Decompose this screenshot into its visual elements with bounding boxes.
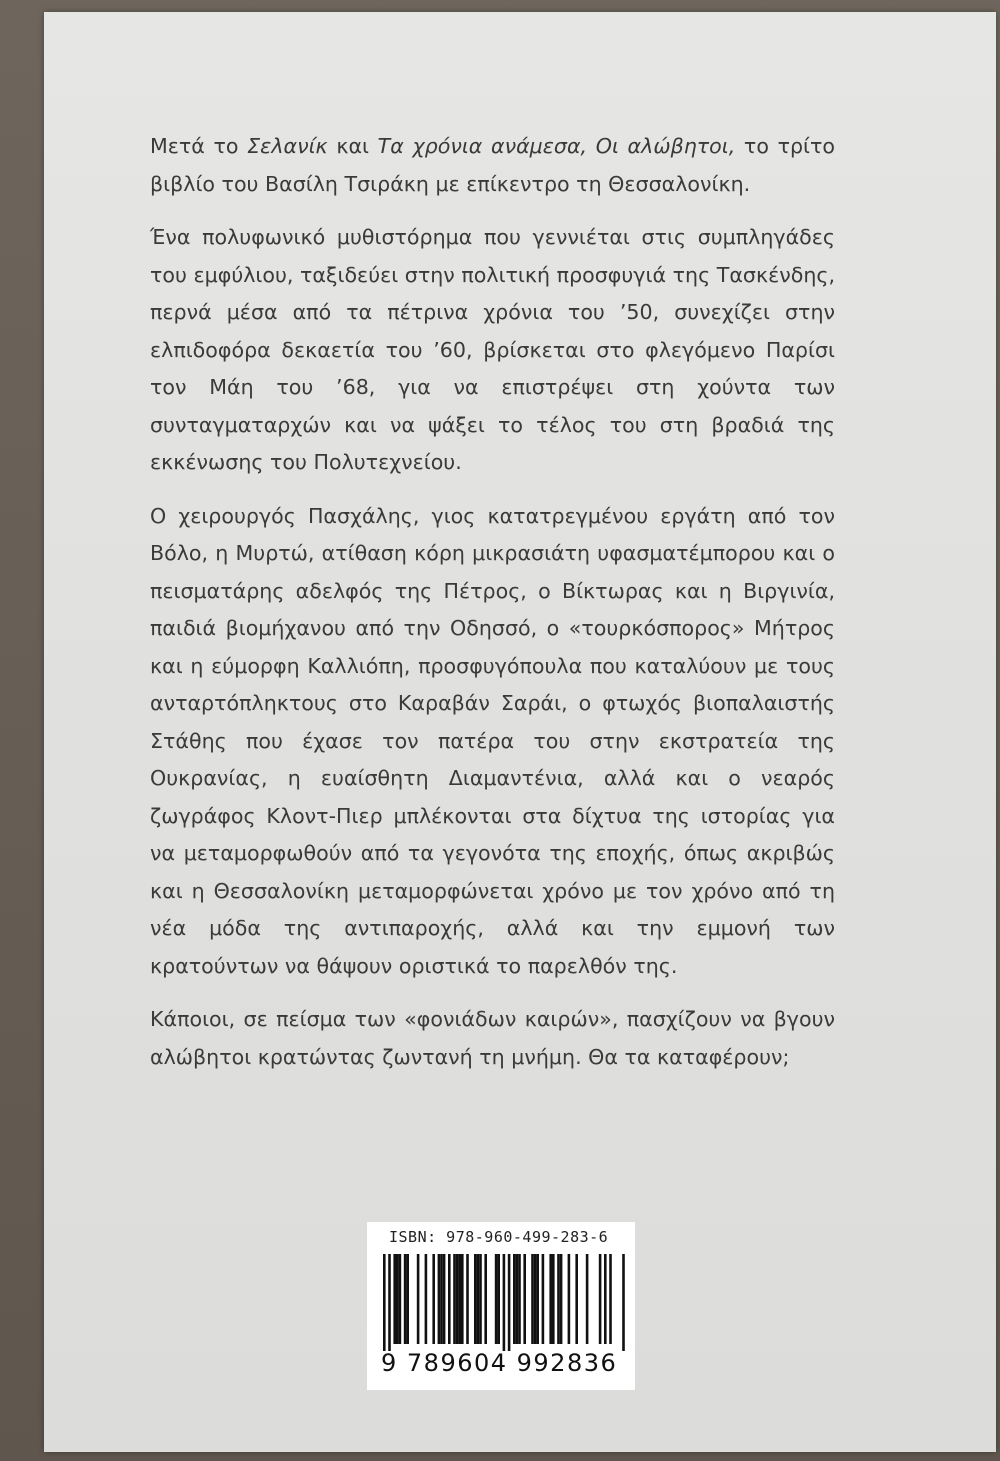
barcode-bar [516,1254,519,1344]
barcode-bar [393,1254,396,1344]
barcode-bar [513,1254,516,1344]
barcode-bar [549,1254,552,1344]
barcode-bar [484,1254,487,1344]
blurb-italic-title: Σελανίκ [247,134,328,158]
blurb-text-run: Ένα πολυφωνικό μυθιστόρημα που γεννιέται στις συμπληγάδες του εμφύλιου, ταξιδεύει στην πολιτική προσφυγιά της Τασκένδης, περνά μέσα από τα πέτρινα χρόνια του ’50, συνεχίζει στην ελπιδοφόρα δεκαετία του ’60, βρίσκεται στο φλεγόμενο Παρίσι τον Μάη του ’68, για να επιστρέψει στη χούντα των συνταγματαρχών και να ψάξει το τέλος του στη βραδιά της εκκένωσης του Πολυτεχνείου. [150,225,835,474]
barcode-bar [568,1254,571,1344]
barcode-bar [477,1254,480,1344]
barcode-bar [448,1254,451,1344]
blurb-paragraph [150,219,835,482]
barcode-bar [552,1254,555,1344]
barcode-bar [474,1254,477,1344]
barcode-bar [388,1254,391,1351]
barcode-bar [497,1254,500,1344]
barcode-bar [461,1254,464,1344]
barcode-digits: 9 789604 992836 [381,1349,618,1377]
barcode-bar [536,1254,539,1344]
barcode-bar [557,1254,560,1344]
blurb-paragraph [150,128,835,203]
barcode-bar [523,1254,526,1344]
blurb-paragraph [150,1001,835,1076]
barcode-bar [456,1254,459,1344]
barcode-bar [599,1254,602,1344]
barcode-bar [396,1254,399,1344]
barcode-bar [425,1254,428,1344]
barcode-bar [417,1254,420,1344]
barcode-bar [503,1254,506,1351]
barcode-bar [440,1254,443,1344]
blurb-italic-title: Τα χρόνια ανάμεσα, Οι αλώβητοι, [377,134,736,158]
barcode-bar [518,1254,521,1344]
barcode-bar [575,1254,578,1344]
barcode-bar [495,1254,498,1344]
barcode-bar [508,1254,511,1351]
barcode-bar [432,1254,435,1344]
barcode-label [367,1222,635,1390]
barcode-bar [586,1254,589,1344]
barcode-bar [609,1254,612,1344]
blurb-paragraph [150,498,835,986]
blurb-text-run: Μετά το [150,134,248,158]
blurb-text [150,128,835,1092]
barcode-bar [466,1254,469,1344]
barcode-bar [542,1254,545,1344]
isbn-text: ISBN: 978-960-499-283-6 [389,1228,609,1246]
barcode-bar [438,1254,441,1344]
barcode-bar [604,1254,607,1344]
barcode-bar [406,1254,409,1344]
barcode-bar [399,1254,402,1344]
barcode-bar [534,1254,537,1344]
blurb-text-run: Ο χειρουργός Πασχάλης, γιος κατατρεγμένου εργάτη από τον Βόλο, η Μυρτώ, ατίθαση κόρη μικρασιάτη υφασματέμπορου και ο πεισματάρης αδελφός της Πέτρος, ο Βίκτωρας και η Βιργινία, παιδιά βιομήχανου από την Οδησσό, ο «τουρκόσπορος» Μήτρος και η εύμορφη Καλλιόπη, προσφυγόπουλα που καταλύουν με τους ανταρτόπληκτους στο Καραβάν Σαράι, ο φτωχός βιοπαλαιστής Στάθης που έχασε τον πατέρα του στην εκστρατεία της Ουκρανίας, η ευαίσθητη Διαμαντένια, αλλά και ο νεαρός ζωγράφος Κλοντ-Πιερ μπλέκονται στα δίχτυα της ιστορίας για να μεταμορφωθούν από τα γεγονότα της εποχής, όπως ακριβώς και η Θεσσαλονίκη μεταμορφώνεται χρόνο με τον χρόνο από τη νέα μόδα της αντιπαροχής, αλλά και την εμμονή των κρατούντων να θάψουν οριστικά το παρελθόν της. [150,503,835,978]
barcode-bar [453,1254,456,1344]
barcode-bar [560,1254,563,1344]
barcode-bar [622,1254,625,1351]
barcode-bar [531,1254,534,1344]
barcode-bars [377,1254,627,1351]
blurb-text-run: και [327,134,378,158]
barcode-bar [383,1254,386,1351]
blurb-text-run: το τρίτο βιβλίο του Βασίλη Τσιράκη με επίκεντρο τη Θεσσαλονίκη. [150,134,836,196]
barcode-bar [404,1254,407,1344]
barcode-bar [479,1254,482,1344]
barcode-bar [458,1254,461,1344]
blurb-text-run: Κάποιοι, σε πείσμα των «φονιάδων καιρών», πασχίζουν να βγουν αλώβητοι κρατώντας ζωντανή τη μνήμη. Θα τα καταφέρουν; [150,1007,835,1069]
barcode-bar [443,1254,446,1344]
